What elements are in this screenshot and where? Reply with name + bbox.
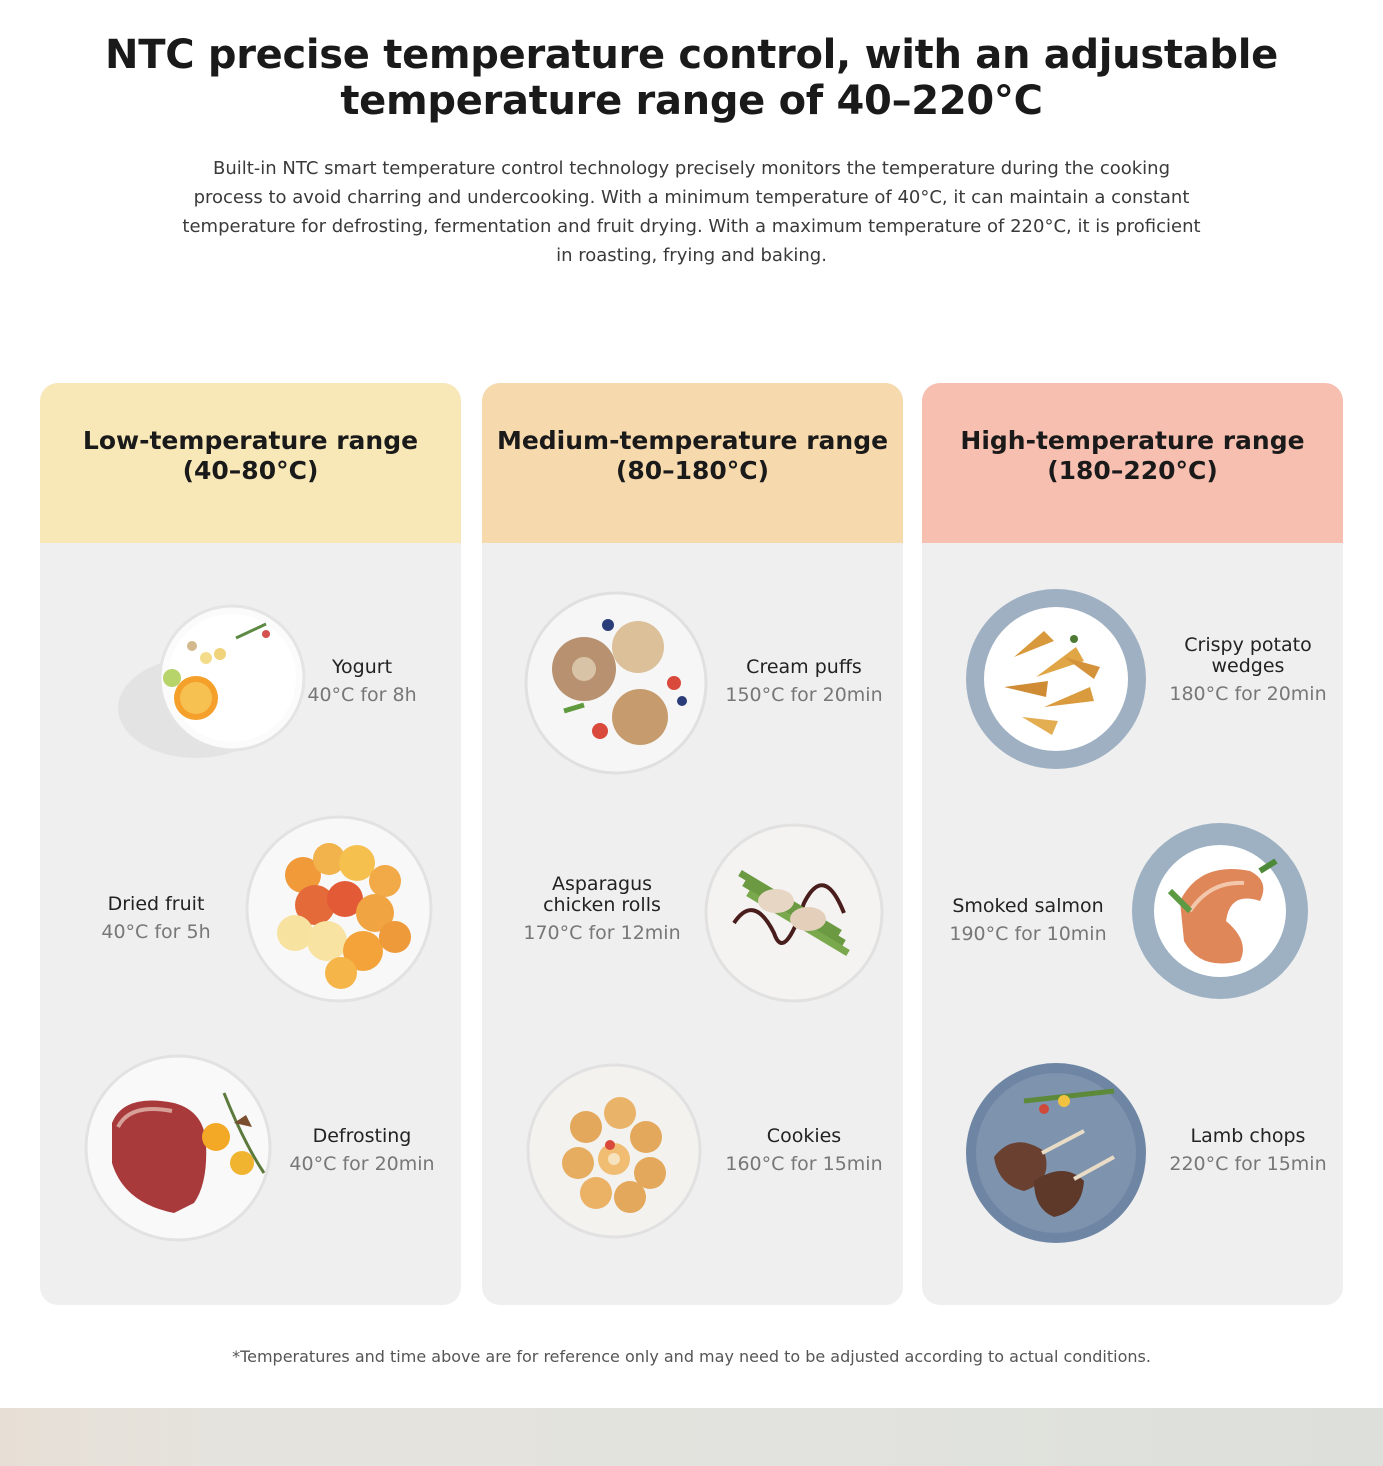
range-title: High-temperature range [960,426,1305,455]
item-temp: 220°C for 15min [1169,1153,1327,1175]
yogurt-label [272,657,452,706]
item-temp: 40°C for 8h [307,684,417,706]
item-temp: 40°C for 20min [289,1153,435,1175]
range-value: (40–80°C) [182,456,319,485]
card-title [83,426,418,486]
defrosting-image [84,1053,284,1248]
cream-puffs-label [714,657,894,706]
item-temp: 40°C for 5h [101,921,211,943]
low-temperature-header [40,383,461,543]
dried-fruit-image [245,815,435,1005]
defrosting-label [272,1126,452,1175]
item-temp: 180°C for 20min [1169,683,1327,705]
card-title [960,426,1304,486]
item-name: Cookies [766,1125,842,1147]
item-temp: 150°C for 20min [725,684,883,706]
asparagus-chicken-rolls-image [704,823,886,1005]
cookies-label [714,1126,894,1175]
potato-wedges-label [1158,635,1338,705]
high-temperature-card [922,383,1343,1305]
lamb-chops-image [964,1061,1148,1245]
item-name: Asparagus chicken rolls [543,873,661,916]
description: Built-in NTC smart temperature control technology precisely monitors the temperature during the cooking process to avoid charring and undercooking. With a minimum temperature of 40°C, it can maintain a constant temperature for defrosting, fermentation and fruit drying. With a maximum temperature of 220°C, it is proficient in roasting, frying and baking. [182,158,1201,266]
range-title: Low-temperature range [82,426,419,455]
range-value: (80–180°C) [615,456,770,485]
range-title: Medium-temperature range [496,426,889,455]
card-title [497,426,888,486]
cookies-image [526,1063,706,1243]
item-name: Lamb chops [1190,1125,1306,1147]
lamb-chops-label [1158,1126,1338,1175]
smoked-salmon-label [938,896,1118,945]
asparagus-chicken-rolls-label [512,874,692,944]
title-line-2: temperature range of 40–220°C [340,78,1043,124]
item-name: Yogurt [331,656,393,678]
item-name: Dried fruit [107,893,205,915]
item-name: Defrosting [312,1125,412,1147]
title-line-1: NTC precise temperature control, with an adjustable [105,32,1278,78]
potato-wedges-image [964,587,1148,771]
low-temperature-card [40,383,461,1305]
item-temp: 190°C for 10min [949,923,1107,945]
high-temperature-header [922,383,1343,543]
cream-puffs-image [524,591,709,776]
item-name: Cream puffs [746,656,862,678]
item-temp: 160°C for 15min [725,1153,883,1175]
item-name: Smoked salmon [952,895,1104,917]
smoked-salmon-image [1130,821,1312,1003]
dried-fruit-label [66,894,246,943]
medium-temperature-card [482,383,903,1305]
item-temp: 170°C for 12min [523,922,681,944]
range-value: (180–220°C) [1047,456,1218,485]
item-name: Crispy potato wedges [1184,634,1312,677]
next-section-strip [0,1408,1383,1466]
medium-temperature-header [482,383,903,543]
footnote: *Temperatures and time above are for reference only and may need to be adjusted according to actual conditions. [232,1347,1151,1366]
page-title [0,32,1383,124]
